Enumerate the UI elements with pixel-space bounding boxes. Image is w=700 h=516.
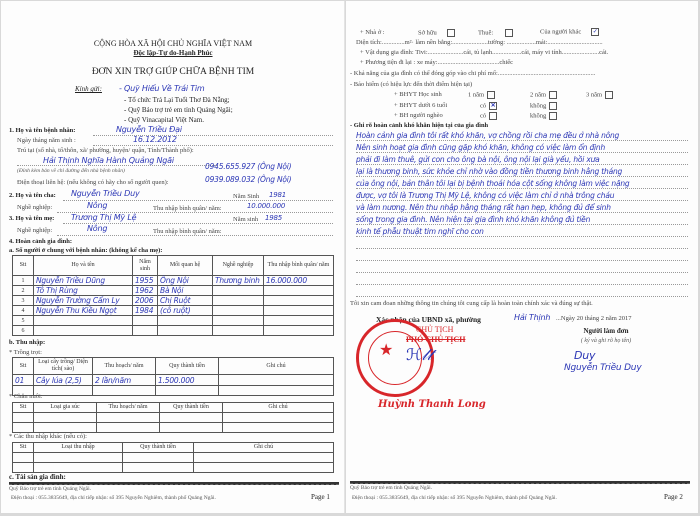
bh-poor-label: + BH người nghèo bbox=[394, 112, 443, 119]
applicant-name: Nguyễn Triều Duy bbox=[564, 363, 642, 373]
hardship-line: kinh tế phẫu thuật tim nghĩ cho con bbox=[356, 227, 484, 236]
addressee-4: - Quỹ Vinacapital Việt Nam. bbox=[124, 116, 204, 124]
confirm-label: Xác nhận của UBND xã, phường bbox=[376, 315, 481, 324]
official-signature: ℋ𝓁𝓉 bbox=[406, 345, 432, 364]
page-number: Page 1 bbox=[311, 493, 330, 501]
hardship-line: Hoàn cảnh gia đình tôi rất khó khăn, vợ chồng rồi cha mẹ đều ở nhà nông bbox=[356, 131, 620, 140]
hardship-label: - Ghi rõ hoàn cảnh khó khăn hiện tại của gia đình bbox=[350, 122, 489, 129]
footer-divider bbox=[350, 481, 690, 484]
mother-birth-label: Năm sinh bbox=[233, 216, 259, 223]
signer-name: Huỳnh Thanh Long bbox=[378, 399, 486, 410]
household-label: a. Số người ở chung với bệnh nhân: (không kể cha mẹ): bbox=[9, 247, 163, 254]
housing-others[interactable]: Của người khác ✓ bbox=[540, 28, 598, 36]
hardship-line: và làm nương. Nên thu nhập hằng tháng rất hạn hẹp, không đủ để sinh bbox=[356, 203, 611, 212]
table-row bbox=[13, 453, 334, 463]
table-row bbox=[13, 423, 334, 433]
footer-org: Quỹ Bảo trợ trẻ em tỉnh Quảng Ngãi. bbox=[350, 485, 433, 491]
addressee-3: - Quỹ Bảo trợ trẻ em tỉnh Quảng Ngãi; bbox=[124, 106, 233, 114]
assets-label: c. Tài sản gia đình: bbox=[9, 473, 66, 481]
addressee-label: Kính gửi: bbox=[75, 85, 102, 93]
bhyt-under6-no[interactable]: không bbox=[530, 102, 557, 110]
stamp-title-chairman: CHỦ TỊCH bbox=[416, 325, 454, 334]
father-income-label: Thu nhập bình quân/ năm: bbox=[153, 205, 222, 212]
livestock-label: * Chăn nuôi: bbox=[9, 393, 43, 400]
phone-label: Điện thoại liên hệ: (nếu không có hãy cho số người quen): bbox=[17, 179, 169, 186]
bhyt-student-2y[interactable]: 2 năm bbox=[530, 91, 557, 99]
bhyt-student-1y-checkbox[interactable] bbox=[487, 91, 495, 99]
applicant-date: ...Ngày 20 tháng 2 năm 2017 bbox=[556, 315, 632, 322]
father-name-value: Nguyễn Triều Duy bbox=[71, 189, 140, 198]
housing-rent-checkbox[interactable] bbox=[505, 29, 513, 37]
dob-label: Ngày tháng năm sinh : bbox=[17, 137, 76, 144]
applicant-signature: Duy bbox=[574, 349, 596, 362]
contribution-line: - Khả năng của gia đình có thể đóng góp vào chi phí mổ:............................................................ bbox=[350, 70, 596, 77]
col-birth: Năm sinh bbox=[133, 256, 158, 276]
address-value: Hải Thịnh Nghĩa Hành Quảng Ngãi bbox=[43, 156, 174, 165]
table-row: 2 Tô Thị Rùng 1962 Bà Nội bbox=[13, 286, 334, 296]
table-row: 6 bbox=[13, 326, 334, 336]
bh-poor-yes[interactable]: có bbox=[480, 112, 497, 120]
col-name: Họ và tên bbox=[34, 256, 133, 276]
mother-job-label: Nghề nghiệp: bbox=[17, 227, 53, 234]
patient-name-label: 1. Họ và tên bệnh nhân: bbox=[9, 127, 76, 134]
bhyt-student-label: + BHYT Học sinh bbox=[394, 91, 442, 98]
housing-rent[interactable]: Thuê: bbox=[478, 29, 513, 37]
father-birth-value: 1981 bbox=[269, 191, 287, 199]
bhyt-under6-yes-checkbox[interactable]: ✕ bbox=[490, 103, 496, 109]
other-income-table: Stt Loại thu nhập Quy thành tiền Ghi chú bbox=[12, 442, 334, 473]
mother-name-value: Trương Thị Mỹ Lệ bbox=[71, 213, 137, 222]
table-row: 1 Nguyễn Triều Dũng 1955 Ông Nội Thương binh 16.000.000 bbox=[13, 276, 334, 286]
table-row bbox=[13, 463, 334, 473]
document-title: ĐƠN XIN TRỢ GIÚP CHỮA BỆNH TIM bbox=[91, 67, 255, 77]
map-note: (Đính kèm bản vẽ chỉ đường đến nhà bệnh nhân) bbox=[17, 168, 125, 174]
mother-job-value: Nông bbox=[87, 224, 108, 233]
father-job-label: Nghề nghiệp: bbox=[17, 204, 53, 211]
father-job-value: Nông bbox=[87, 201, 108, 210]
address-label: Trú tại (số nhà, tổ/thôn, xã/ phường, huyện/ quận, Tỉnh/Thành phố): bbox=[17, 147, 194, 154]
table-row: 3 Nguyễn Trường Cẩm Ly 2006 Chị Ruột bbox=[13, 296, 334, 306]
other-income-label: * Các thu nhập khác (nếu có): bbox=[9, 433, 87, 440]
hardship-line: phải đi làm thuê, gửi con cho ông bà nội, ông nội lại già yếu, hồi xưa bbox=[356, 155, 600, 164]
applicant-note: ( ký và ghi rõ họ tên) bbox=[580, 338, 632, 344]
hardship-line: của ông nội, bản thân tôi lại bị bệnh thoái hóa cột sống không làm việc nặng bbox=[356, 179, 630, 188]
bh-poor-yes-checkbox[interactable] bbox=[489, 112, 497, 120]
father-income-value: 10.000.000 bbox=[247, 202, 286, 210]
table-row: 4 Nguyễn Thu Kiều Ngọt 1984 (cô ruột) bbox=[13, 306, 334, 316]
declaration: Tôi xin cam đoan những thông tin chúng tôi cung cấp là hoàn toàn chính xác và đúng sự thật. bbox=[350, 300, 593, 307]
father-name-label: 2. Họ và tên cha: bbox=[9, 192, 56, 199]
crops-label: * Trồng trọt: bbox=[9, 349, 42, 356]
family-section-label: 4. Hoàn cảnh gia đình: bbox=[9, 238, 73, 245]
bh-poor-no[interactable]: không bbox=[530, 112, 557, 120]
livestock-table: Stt Loại gia súc Thu hoạch/ năm Quy thành tiền Ghi chú bbox=[12, 402, 334, 433]
bhyt-under6-yes[interactable]: có ✕ bbox=[480, 102, 496, 110]
bh-poor-no-checkbox[interactable] bbox=[549, 112, 557, 120]
insurance-label: - Bảo hiểm (có hiệu lực đến thời điểm hiện tại) bbox=[350, 81, 473, 88]
bhyt-student-3y-checkbox[interactable] bbox=[605, 91, 613, 99]
hardship-line: lại là thương binh, sức khỏe chỉ nhờ vào đồng tiền thương binh hằng tháng bbox=[356, 167, 623, 176]
housing-others-checkbox[interactable]: ✓ bbox=[592, 29, 598, 35]
mother-birth-value: 1985 bbox=[265, 214, 283, 222]
col-income: Thu nhập bình quân/ năm bbox=[264, 256, 334, 276]
footer-org: Quỹ Bảo trợ trẻ em tỉnh Quảng Ngãi. bbox=[9, 486, 92, 492]
table-row bbox=[13, 386, 334, 396]
addressee-2: - Tổ chức Trả Lại Tuổi Thơ Đà Nẵng; bbox=[124, 96, 230, 104]
housing-area-line: Diện tích:..............m²· làm nền bằng:......................tường: ..................mái:.................................. bbox=[356, 39, 603, 46]
bhyt-student-2y-checkbox[interactable] bbox=[549, 91, 557, 99]
household-table bbox=[12, 255, 334, 336]
dob-value: 16.12.2012 bbox=[133, 135, 177, 144]
form-page-2 bbox=[346, 1, 698, 513]
hardship-line: được, vợ tôi là Trương Thị Mỹ Lệ, không có việc làm chỉ ở nhà trông cháu bbox=[356, 191, 615, 200]
patient-name-value: Nguyễn Triều Đại bbox=[116, 125, 182, 134]
footer-divider bbox=[9, 482, 339, 485]
bhyt-under6-no-checkbox[interactable] bbox=[549, 102, 557, 110]
table-row: 01 Cây lúa (2,5) 2 lần/năm 1.500.000 bbox=[13, 375, 334, 386]
table-row: 5 bbox=[13, 316, 334, 326]
father-birth-label: Năm Sinh bbox=[233, 193, 260, 200]
col-relation: Mối quan hệ bbox=[158, 256, 213, 276]
stamp-title-vice-chairman: PHÓ CHỦ TỊCH bbox=[406, 335, 466, 344]
phone-2: 0939.089.032 (Ông Nội) bbox=[205, 175, 292, 184]
star-icon: ★ bbox=[379, 342, 394, 359]
bhyt-under6-label: + BHYT dưới 6 tuổi bbox=[394, 102, 448, 109]
col-job: Nghề nghiệp bbox=[213, 256, 264, 276]
form-page-1 bbox=[1, 1, 345, 513]
mother-name-label: 3. Họ và tên mẹ: bbox=[9, 215, 55, 222]
bhyt-student-1y[interactable]: 1 năm bbox=[468, 91, 495, 99]
col-stt: Stt bbox=[13, 256, 34, 276]
phone-1: 0945.655.927 (Ông Nội) bbox=[205, 162, 292, 171]
republic-header: CỘNG HÒA XÃ HỘI CHỦ NGHĨA VIỆT NAM bbox=[93, 39, 253, 48]
page-number: Page 2 bbox=[664, 493, 683, 501]
footer-contact: Điện thoại : 055.3835649, địa chỉ tiếp nhận: số 395 Nguyễn Nghiêm, thành phố Quảng Ngãi. bbox=[11, 495, 216, 501]
motto: Độc lập-Tự do-Hạnh Phúc bbox=[133, 49, 213, 57]
hardship-line: Nên sinh hoạt gia đình cũng gặp khó khăn, không có việc làm ổn định bbox=[356, 143, 605, 152]
income-label: b. Thu nhập: bbox=[9, 339, 46, 346]
bhyt-student-3y[interactable]: 3 năm bbox=[586, 91, 613, 99]
applicant-label: Người làm đơn bbox=[583, 327, 629, 335]
housing-own[interactable]: Sở hữu bbox=[418, 29, 455, 37]
mother-income-label: Thu nhập bình quân/ năm: bbox=[153, 228, 222, 235]
crops-table: Stt Loại cây trồng/ Diện tích( sào) Thu hoạch/ năm Quy thành tiền Ghi chú 01 Cây lúa (2,5) 2 lần/năm 1.500.000 bbox=[12, 357, 334, 396]
transport-line: + Phương tiện đi lại : xe máy:......................................chiếc bbox=[360, 59, 514, 66]
housing-own-checkbox[interactable] bbox=[447, 29, 455, 37]
housing-label: + Nhà ở : bbox=[360, 29, 385, 36]
applicant-place: Hải Thịnh bbox=[514, 313, 551, 322]
table-row bbox=[13, 413, 334, 423]
appliances-line: + Vật dụng gia đình: Tivi:......................cái, tủ lạnh..................cái, máy vi tính.......................cái. bbox=[360, 49, 609, 56]
footer-contact: Điện thoại : 055.3835649, địa chỉ tiếp nhận: số 395 Nguyễn Nghiêm, thành phố Quảng Ngãi. bbox=[352, 495, 557, 501]
addressee-1: - Quỹ Hiểu Về Trái Tim bbox=[119, 84, 205, 93]
hardship-line: sống trong gia đình. Nên hiện tại gia đình khó khăn không đủ tiền bbox=[356, 215, 591, 224]
